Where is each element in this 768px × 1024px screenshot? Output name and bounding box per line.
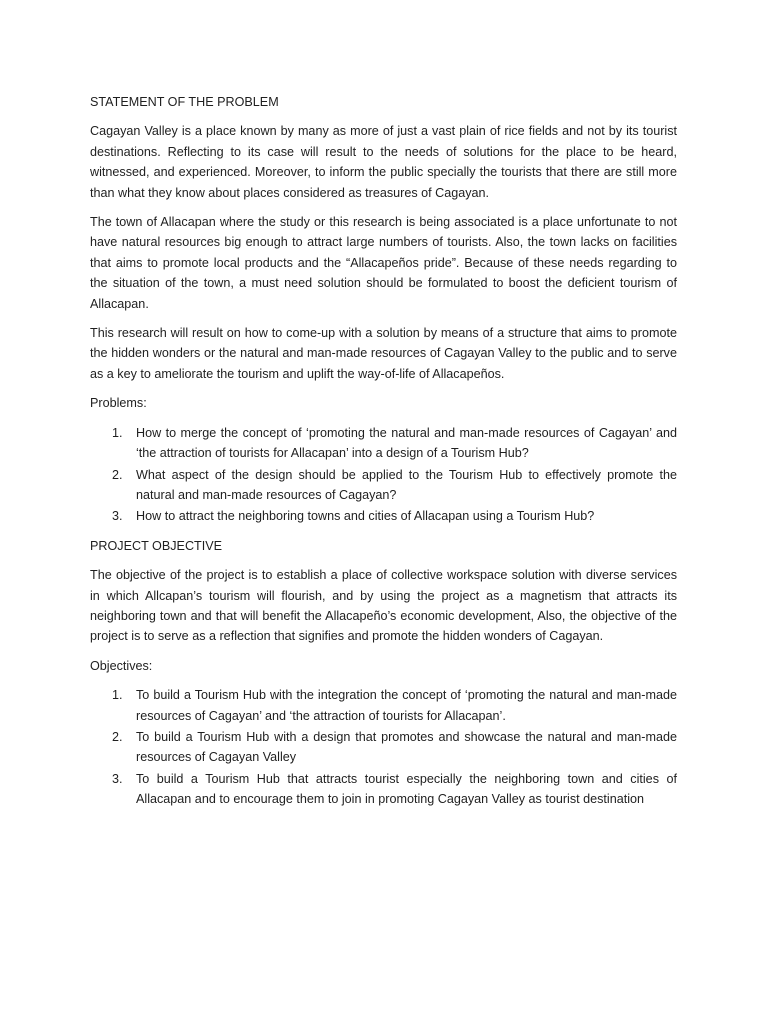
list-number: 1. <box>112 425 123 440</box>
objective-paragraph: The objective of the project is to establish a place of collective workspace solution with diverse services in which Allcapan’s tourism will flourish, and by using the project as a magnetism that attracts its neighboring town and that will benefit the Allacapeño’s economic development, Also, the objective of the project is to serve as a reflection that signifies and promote the hidden wonders of Cagayan. <box>90 568 677 644</box>
list-number: 2. <box>112 729 123 744</box>
list-item-text: What aspect of the design should be applied to the Tourism Hub to effectively promote the natural and man-made resources of Cagayan? <box>136 467 677 502</box>
list-number: 3. <box>112 771 123 786</box>
list-item <box>90 727 677 768</box>
problem-heading: STATEMENT OF THE PROBLEM <box>90 95 279 109</box>
list-number: 3. <box>112 509 123 524</box>
list-item <box>90 423 677 464</box>
list-item-text: To build a Tourism Hub with the integration the concept of ‘promoting the natural and man-made resources of Cagayan’ and ‘the attraction of tourists for Allacapan’. <box>136 688 677 723</box>
list-item-text: How to merge the concept of ‘promoting the natural and man-made resources of Cagayan’ and ‘the attraction of tourists for Allacapan’ into a design of a Tourism Hub? <box>136 425 677 461</box>
problems-list <box>90 423 677 527</box>
list-item <box>90 685 677 726</box>
list-item <box>90 465 677 506</box>
list-item-text: To build a Tourism Hub with a design that promotes and showcase the natural and man-made resources of Cagayan Valley <box>136 729 677 765</box>
objectives-label: Objectives: <box>90 658 153 673</box>
objective-heading: PROJECT OBJECTIVE <box>90 538 223 553</box>
list-item <box>90 506 677 526</box>
list-number: 2. <box>112 467 123 482</box>
problem-paragraph: This research will result on how to come-up with a solution by means of a structure that aims to promote the hidden wonders or the natural and man-made resources of Cagayan Valley to the public and to serve as a key to ameliorate the tourism and uplift the way-of-life of Allacapeños. <box>90 326 677 381</box>
list-item <box>90 769 677 810</box>
document-page <box>90 92 677 819</box>
list-item-text: How to attract the neighboring towns and cities of Allacapan using a Tourism Hub? <box>136 509 595 524</box>
list-item-text: To build a Tourism Hub that attracts tourist especially the neighboring town and cities of Allacapan and to encourage them to join in promoting Cagayan Valley as tourist destination <box>136 771 677 807</box>
problems-label: Problems: <box>90 396 147 411</box>
problem-paragraph: The town of Allacapan where the study or this research is being associated is a place unfortunate to not have natural resources big enough to attract large numbers of tourists. Also, the town lacks on facilities that aims to promote local products and the “Allacapeños pride”. Because of these needs regarding to the situation of the town, a must need solution should be formulated to boost the deficient tourism of Allacapan. <box>90 215 677 311</box>
objectives-list <box>90 685 677 809</box>
list-number: 1. <box>112 688 123 703</box>
problem-paragraph: Cagayan Valley is a place known by many as more of just a vast plain of rice fields and not by its tourist destinations. Reflecting to its case will result to the needs of solutions for the place to be heard, witnessed, and experienced. Moreover, to inform the public specially the tourists that there are still more than what they know about places considered as treasures of Cagayan. <box>90 124 677 200</box>
